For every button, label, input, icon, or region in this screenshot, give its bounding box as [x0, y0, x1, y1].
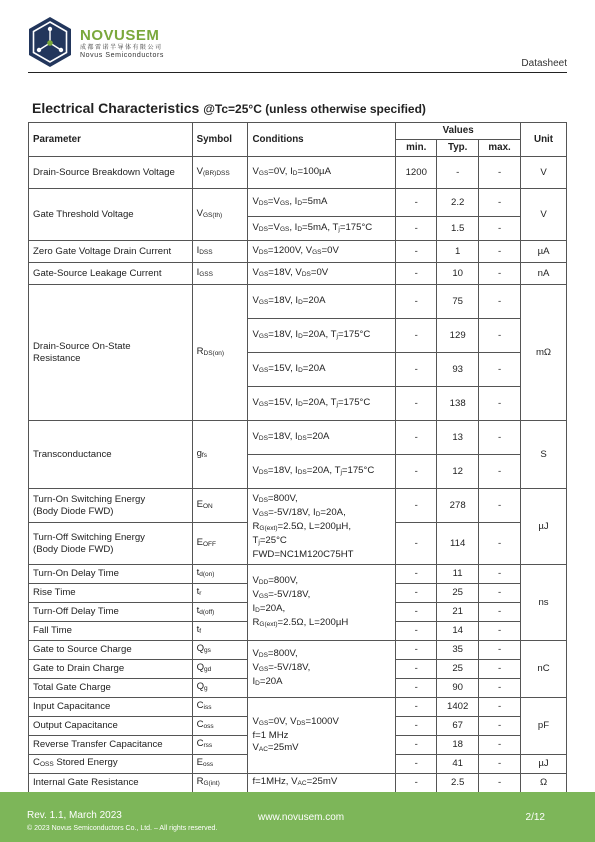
conditions-cell: $V_{GS}=15V$, $I_D=20A$, $T_j=175^\circ C$	[248, 387, 396, 421]
parameter-cell: $C_{OSS}$ Stored Energy	[29, 755, 193, 774]
parameter-cell: Output Capacitance	[29, 717, 193, 736]
value-cell: -	[479, 717, 521, 736]
value-cell: -	[479, 421, 521, 455]
value-cell: -	[396, 622, 437, 641]
symbol-cell: $E_{OFF}$	[192, 523, 248, 565]
value-cell: -	[396, 774, 437, 793]
value-cell: -	[396, 489, 437, 523]
value-cell: 1200	[396, 157, 437, 189]
value-cell: 10	[437, 263, 479, 285]
value-cell: -	[396, 603, 437, 622]
footer-revision: Rev. 1.1, March 2023	[27, 810, 122, 821]
value-cell: -	[479, 387, 521, 421]
table-row	[29, 421, 567, 455]
unit-cell: nA	[521, 263, 567, 285]
parameter-cell: Zero Gate Voltage Drain Current	[29, 241, 193, 263]
header-divider	[28, 72, 567, 73]
brand-block	[80, 28, 164, 60]
unit-cell: S	[521, 421, 567, 489]
parameter-cell: Rise Time	[29, 584, 193, 603]
unit-cell: µJ	[521, 755, 567, 774]
value-cell: -	[479, 319, 521, 353]
document-type: Datasheet	[521, 58, 567, 69]
value-cell: -	[479, 565, 521, 584]
brand-name: NOVUSEM	[80, 27, 160, 44]
unit-cell: ns	[521, 565, 567, 641]
table-row	[29, 641, 567, 660]
table-row	[29, 774, 567, 793]
section-title	[32, 100, 426, 116]
symbol-cell: $g_{fs}$	[192, 421, 248, 489]
value-cell: 25	[437, 584, 479, 603]
value-cell: -	[479, 622, 521, 641]
symbol-cell: $t_f$	[192, 622, 248, 641]
value-cell: 2.2	[437, 189, 479, 217]
conditions-cell: $V_{DS}=800V$, $V_{GS}=-5V/18V$, $I_D=20A$	[248, 641, 396, 698]
symbol-cell: $t_{d(off)}$	[192, 603, 248, 622]
value-cell: -	[479, 736, 521, 755]
value-cell: -	[396, 679, 437, 698]
symbol-cell: $Q_g$	[192, 679, 248, 698]
value-cell: 21	[437, 603, 479, 622]
value-cell: -	[396, 353, 437, 387]
footer-copyright: © 2023 Novus Semiconductors Co., Ltd. – All rights reserved.	[27, 825, 218, 832]
conditions-cell: $V_{DD}=800V$, $V_{GS}=-5V/18V$, $I_D=20A$, $R_{G(ext)}=2.5\Omega$, L=200µH	[248, 565, 396, 641]
value-cell: -	[479, 679, 521, 698]
parameter-cell: Fall Time	[29, 622, 193, 641]
parameter-cell: Turn-On Switching Energy (Body Diode FWD)	[29, 489, 193, 523]
symbol-cell: $V_{GS(th)}$	[192, 189, 248, 241]
unit-cell: pF	[521, 698, 567, 755]
value-cell: 138	[437, 387, 479, 421]
value-cell: 129	[437, 319, 479, 353]
symbol-cell: $I_{DSS}$	[192, 241, 248, 263]
table-row	[29, 157, 567, 189]
header-typ: Typ.	[437, 140, 479, 157]
table-row	[29, 241, 567, 263]
value-cell: 114	[437, 523, 479, 565]
value-cell: -	[396, 717, 437, 736]
value-cell: -	[396, 641, 437, 660]
value-cell: -	[479, 353, 521, 387]
table-row	[29, 489, 567, 523]
value-cell: 18	[437, 736, 479, 755]
brand-english-name: Novus Semiconductors	[80, 52, 164, 59]
value-cell: -	[396, 285, 437, 319]
value-cell: -	[396, 217, 437, 241]
value-cell: 13	[437, 421, 479, 455]
value-cell: -	[396, 319, 437, 353]
value-cell: 2.5	[437, 774, 479, 793]
value-cell: 1402	[437, 698, 479, 717]
conditions-cell: $V_{DS}=18V$, $I_{DS}=20A$, $T_j=175^\circ C$	[248, 455, 396, 489]
value-cell: 1.5	[437, 217, 479, 241]
unit-cell: V	[521, 189, 567, 241]
value-cell: -	[479, 157, 521, 189]
value-cell: -	[479, 641, 521, 660]
value-cell: -	[396, 660, 437, 679]
header-conditions: Conditions	[248, 123, 396, 157]
symbol-cell: $Q_{gd}$	[192, 660, 248, 679]
value-cell: -	[479, 285, 521, 319]
value-cell: -	[479, 455, 521, 489]
symbol-cell: $C_{iss}$	[192, 698, 248, 717]
parameter-cell: Gate to Drain Charge	[29, 660, 193, 679]
value-cell: -	[396, 523, 437, 565]
parameter-cell: Transconductance	[29, 421, 193, 489]
value-cell: -	[396, 241, 437, 263]
value-cell: -	[396, 584, 437, 603]
value-cell: -	[396, 736, 437, 755]
symbol-cell: $R_{G(int)}$	[192, 774, 248, 793]
conditions-cell: $V_{GS}=15V$, $I_D=20A$	[248, 353, 396, 387]
unit-cell: Ω	[521, 774, 567, 793]
value-cell: -	[396, 189, 437, 217]
value-cell: -	[396, 263, 437, 285]
table-body	[29, 157, 567, 793]
value-cell: 14	[437, 622, 479, 641]
table-row	[29, 189, 567, 217]
value-cell: -	[479, 755, 521, 774]
conditions-cell: f=1MHz, $V_{AC}=25mV$	[248, 774, 396, 793]
symbol-cell: $C_{oss}$	[192, 717, 248, 736]
section-title-text: Electrical Characteristics	[32, 100, 200, 116]
value-cell: -	[479, 263, 521, 285]
value-cell: 90	[437, 679, 479, 698]
symbol-cell: $I_{GSS}$	[192, 263, 248, 285]
footer-page-number: 2/12	[525, 812, 545, 823]
value-cell: -	[479, 584, 521, 603]
value-cell: -	[479, 189, 521, 217]
conditions-cell: $V_{DS}=1200V$, $V_{GS}=0V$	[248, 241, 396, 263]
parameter-cell: Turn-On Delay Time	[29, 565, 193, 584]
header-values: Values	[396, 123, 521, 140]
header-unit: Unit	[521, 123, 567, 157]
unit-cell: nC	[521, 641, 567, 698]
parameter-cell: Reverse Transfer Capacitance	[29, 736, 193, 755]
conditions-cell: $V_{GS}=18V$, $I_D=20A$	[248, 285, 396, 319]
novusem-logo-icon	[28, 16, 72, 68]
footer-website-link[interactable]: www.novusem.com	[258, 812, 345, 823]
header-max: max.	[479, 140, 521, 157]
value-cell: -	[479, 774, 521, 793]
value-cell: -	[479, 241, 521, 263]
page-footer	[0, 792, 595, 842]
value-cell: -	[396, 565, 437, 584]
value-cell: -	[396, 698, 437, 717]
conditions-cell: $V_{GS}=0V$, $I_D=100\mu A$	[248, 157, 396, 189]
value-cell: -	[396, 421, 437, 455]
parameter-cell: Drain-Source On-State Resistance	[29, 285, 193, 421]
value-cell: 11	[437, 565, 479, 584]
symbol-cell: $t_r$	[192, 584, 248, 603]
parameter-cell: Turn-Off Switching Energy (Body Diode FWD)	[29, 523, 193, 565]
value-cell: -	[479, 660, 521, 679]
value-cell: -	[479, 523, 521, 565]
symbol-cell: $E_{oss}$	[192, 755, 248, 774]
header-symbol: Symbol	[192, 123, 248, 157]
parameter-cell: Input Capacitance	[29, 698, 193, 717]
section-title-condition: @Tc=25°C (unless otherwise specified)	[203, 102, 426, 116]
value-cell: 41	[437, 755, 479, 774]
symbol-cell: $R_{DS(on)}$	[192, 285, 248, 421]
parameter-cell: Internal Gate Resistance	[29, 774, 193, 793]
table-row	[29, 263, 567, 285]
value-cell: -	[479, 603, 521, 622]
table-row	[29, 698, 567, 717]
parameter-cell: Turn-Off Delay Time	[29, 603, 193, 622]
conditions-cell: $V_{DS}=18V$, $I_{DS}=20A$	[248, 421, 396, 455]
value-cell: -	[396, 755, 437, 774]
symbol-cell: $C_{rss}$	[192, 736, 248, 755]
value-cell: -	[479, 217, 521, 241]
parameter-cell: Gate Threshold Voltage	[29, 189, 193, 241]
value-cell: 25	[437, 660, 479, 679]
electrical-characteristics-table	[28, 122, 567, 793]
value-cell: -	[437, 157, 479, 189]
parameter-cell: Drain-Source Breakdown Voltage	[29, 157, 193, 189]
parameter-cell: Total Gate Charge	[29, 679, 193, 698]
value-cell: -	[479, 698, 521, 717]
conditions-cell: $V_{DS}=800V$, $V_{GS}=-5V/18V$, $I_D=20A$, $R_{G(ext)}=2.5\Omega$, L=200µH, $T_j=25^\circ C$ FWD=NC1M120C75HT	[248, 489, 396, 565]
parameter-cell: Gate to Source Charge	[29, 641, 193, 660]
unit-cell: µJ	[521, 489, 567, 565]
value-cell: -	[479, 489, 521, 523]
symbol-cell: $V_{(BR)DSS}$	[192, 157, 248, 189]
value-cell: 93	[437, 353, 479, 387]
table-row	[29, 285, 567, 319]
parameter-cell: Gate-Source Leakage Current	[29, 263, 193, 285]
symbol-cell: $t_{d(on)}$	[192, 565, 248, 584]
unit-cell: µA	[521, 241, 567, 263]
unit-cell: mΩ	[521, 285, 567, 421]
value-cell: 1	[437, 241, 479, 263]
unit-cell: V	[521, 157, 567, 189]
value-cell: -	[396, 455, 437, 489]
conditions-cell: $V_{GS}=18V$, $V_{DS}=0V$	[248, 263, 396, 285]
header-min: min.	[396, 140, 437, 157]
value-cell: 278	[437, 489, 479, 523]
symbol-cell: $E_{ON}$	[192, 489, 248, 523]
value-cell: -	[396, 387, 437, 421]
conditions-cell: $V_{DS}=V_{GS}$, $I_D=5mA$, $T_j=175^\circ C$	[248, 217, 396, 241]
value-cell: 75	[437, 285, 479, 319]
brand-chinese-name: 成都雷诺半导体有限公司	[80, 45, 163, 51]
conditions-cell: $V_{GS}=0V$, $V_{DS}=1000V$ f=1 MHz $V_{AC}=25mV$	[248, 698, 396, 774]
value-cell: 12	[437, 455, 479, 489]
table-row	[29, 565, 567, 584]
value-cell: 35	[437, 641, 479, 660]
conditions-cell: $V_{DS}=V_{GS}$, $I_D=5mA$	[248, 189, 396, 217]
symbol-cell: $Q_{gs}$	[192, 641, 248, 660]
conditions-cell: $V_{GS}=18V$, $I_D=20A$, $T_j=175^\circ C$	[248, 319, 396, 353]
value-cell: 67	[437, 717, 479, 736]
header-parameter: Parameter	[29, 123, 193, 157]
